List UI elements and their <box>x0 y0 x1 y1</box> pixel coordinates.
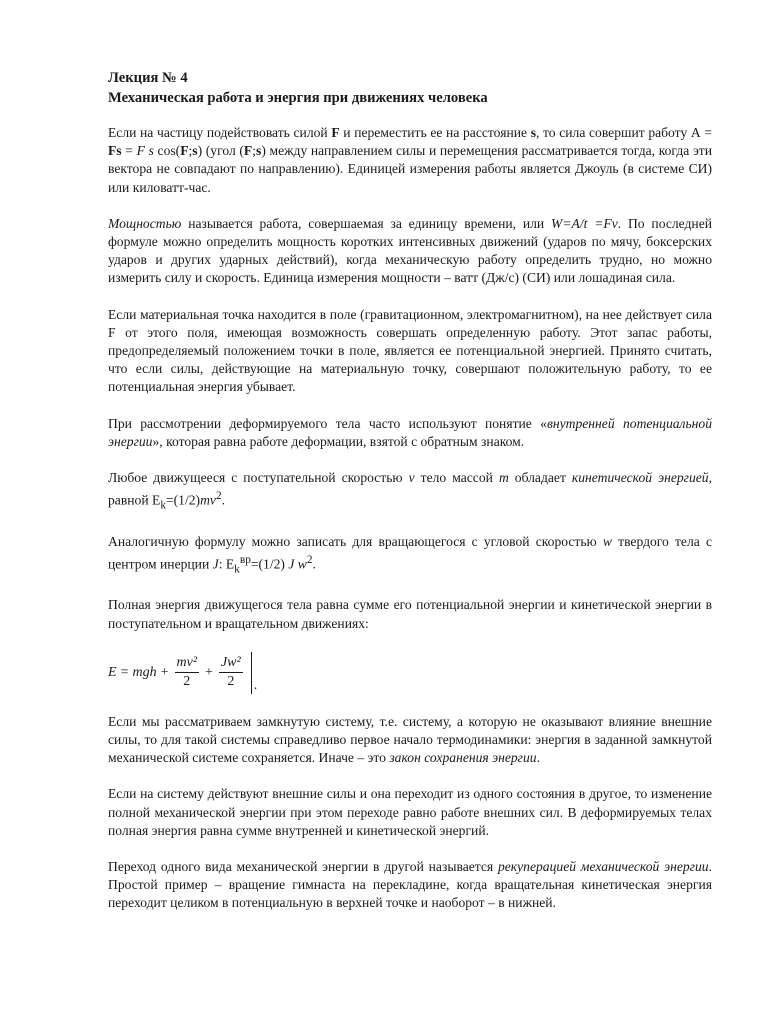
paragraph-recuperation: Переход одного вида механической энергии в другой называется рекуперацией механической энергии. Простой пример – вращение гимнаста на перекладине, когда вращательная кинетическая энергия переходит целиком в потенциальную в верхней точке и наоборот – в нижней. <box>108 858 712 911</box>
paragraph-kinetic-energy: Любое движущееся с поступательной скоростью v тело массой m обладает кинетической энергией, равной $E_k=(1/2)mv^2$. <box>108 470 712 512</box>
paragraph-total-energy: Полная энергия движущегося тела равна сумме его потенциальной энергии и кинетической энергии в поступательном и вращательном движениях: <box>108 597 712 631</box>
paragraph-rotational-energy: Аналогичную формулу можно записать для вращающегося с угловой скоростью w твердого тела с центром инерции J: $E_k^{вр}=(1/2)$ J $w^2$. <box>108 533 712 576</box>
fraction-numerator: Jw² <box>219 654 243 673</box>
fraction-numerator: mv² <box>175 654 200 673</box>
fraction-denominator: 2 <box>227 674 235 690</box>
formula-end-period: . <box>253 677 258 693</box>
formula-mgh: mgh <box>132 664 157 680</box>
formula-vertical-bar <box>251 652 252 694</box>
formula-equals: = <box>120 664 129 680</box>
fraction-denominator: 2 <box>183 674 191 690</box>
document-page <box>108 68 712 930</box>
formula-fraction-translational <box>175 654 200 691</box>
paragraph-closed-system: Если мы рассматриваем замкнутую систему, т.е. систему, а которую не оказывают влияние внешние силы, то для такой системы справедливо первое начало термодинамики: энергия в заданной замкнутой механической системе сохраняется. Иначе – это закон сохранения энергии. <box>108 713 712 766</box>
formula-plus-1: + <box>160 664 169 680</box>
paragraph-potential-energy: Если материальная точка находится в поле (гравитационном, электромагнитном), на нее действует сила F от этого поля, имеющая возможность совершать определенную работу. Этот запас работы, предопределяемый положением точки в поле, является ее потенциальной энергией. Принято считать, что если силы, действующие на материальную точку, совершают положительную работу, то ее потенциальная энергия убывает. <box>108 306 712 395</box>
paragraph-power: Мощностью называется работа, совершаемая за единицу времени, или W=A/t =Fv. По последней формуле можно определить мощность коротких интенсивных движений (ударов по мячу, боксерских ударов и других ударных действий), когда механическую работу определить трудно, но можно измерить силу и скорость. Единица измерения мощности – ватт (Дж/с) (СИ) или лошадиная сила. <box>108 215 712 286</box>
formula-plus-2: + <box>205 664 213 680</box>
lecture-title: Механическая работа и энергия при движениях человека <box>108 90 488 106</box>
paragraph-work: Если на частицу подействовать силой F и переместить ее на расстояние s, то сила совершит работу А = Fs = F s cos(F;s) (угол (F;s) между направлением силы и перемещения рассматривается тогда, когда эти вектора не совпадают по направлению). Единицей измерения работы является Джоуль (в системе СИ) или киловатт-час. <box>108 125 713 195</box>
paragraph-external-forces: Если на систему действуют внешние силы и она переходит из одного состояния в другое, то изменение полной механической энергии при этом переходе равно работе внешних сил. В деформируемых телах полная энергия равна сумме внутренней и кинетической энергий. <box>108 786 712 838</box>
lecture-number: Лекция № 4 <box>108 70 188 86</box>
energy-formula <box>108 651 712 695</box>
paragraph-internal-energy: При рассмотрении деформируемого тела часто используют понятие «внутренней потенциальной энергии», которая равна работе деформации, взятой с обратным знаком. <box>108 415 713 449</box>
formula-lhs: E <box>108 664 117 680</box>
formula-fraction-rotational <box>219 654 243 691</box>
